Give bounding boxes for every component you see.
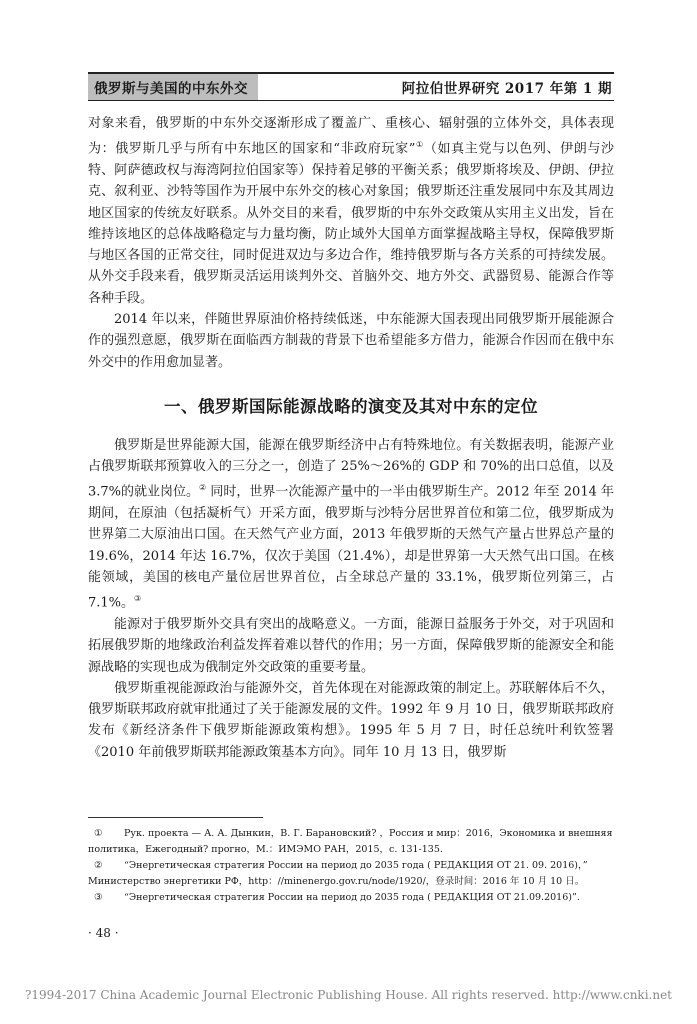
copyright-notice: ?1994-2017 China Academic Journal Electronic Publishing House. All rights reserved. http://www.cnki.net	[24, 988, 673, 1002]
footnote-3-number: ③	[94, 892, 103, 903]
header-article-title: 俄罗斯与美国的中东外交	[88, 74, 258, 100]
footnote-ref-3: ③	[134, 594, 142, 604]
footnote-3-text: “Энергетическая стратегия России на период до 2035 года ( РЕДАКЦИЯ ОТ 21.09.2016)”.	[124, 892, 580, 903]
page-number: · 48 ·	[88, 926, 119, 940]
paragraph-3-text-b: 同时，世界一次能源产量中的一半由俄罗斯生产。2012 年至 2014 年期间，在原油（包括凝析气）开采方面，俄罗斯与沙特分居世界首位和第二位，俄罗斯成为世界第二大原油出口国。在天然气产业方面，2013 年俄罗斯的天然气产量占世界总产量的 19.6%，2014 年达 16.7%，仅次于美国（21.4%），却是世界第一大天然气出口国。在核能领域，美国的核电产量位居世界首位，占全球总产量的 33.1%，俄罗斯位列第三，占 7.1%。	[88, 484, 615, 611]
footnote-2-continuation: Министерство энергетики РФ，http：//minenergo.gov.ru/node/1920/，登录时间：2016 年 10 月 10 日。	[88, 876, 585, 887]
footnotes	[88, 826, 614, 906]
footnote-2-number: ②	[94, 860, 103, 871]
paragraph-4: 能源对于俄罗斯外交具有突出的战略意义。一方面，能源日益服务于外交，对于巩固和拓展俄罗斯的地缘政治利益发挥着难以替代的作用；另一方面，保障俄罗斯的能源安全和能源战略的实现也成为俄制定外交政策的重要考量。	[88, 616, 614, 675]
section-heading: 一、俄罗斯国际能源战略的演变及其对中东的定位	[164, 396, 538, 416]
footnote-1	[88, 826, 614, 858]
paragraph-1-rest: （如真主党与以色列、伊朗与沙特、阿萨德政权与海湾阿拉伯国家等）保持着足够的平衡关系；俄罗斯将埃及、伊朗、伊拉克、叙利亚、沙特等国作为开展中东外交的核心对象国；俄罗斯还注重发展同中东及其周边地区国家的传统友好联系。从外交目的来看，俄罗斯的中东外交政策从实用主义出发，旨在维持该地区的总体战略稳定与力量均衡，防止域外大国单方面掌握战略主导权，保障俄罗斯与地区各国的正常交往，同时促进双边与多边合作，维持俄罗斯与各方关系的可持续发展。从外交手段来看，俄罗斯灵活运用谈判外交、首脑外交、地方外交、武器贸易、能源合作等各种手段。	[88, 141, 615, 306]
footnote-1-continuation: политика，Ежегодный? прогно，М.：ИМЭМО РАН，2015，с. 131-135.	[88, 844, 443, 855]
footnote-3	[88, 890, 614, 906]
paragraph-1-text: 对象来看，俄罗斯的中东外交逐渐形成了覆盖广、重核心、辐射强的立体外交，具体表现为：俄罗斯几乎与所有中东地区的国家和“非政府玩家”	[88, 116, 614, 157]
paragraph-5: 俄罗斯重视能源政治与能源外交，首先体现在对能源政策的制定上。苏联解体后不久，俄罗斯联邦政府就审批通过了关于能源发展的文件。1992 年 9 月 10 日，俄罗斯联邦政府发布《新经济条件下俄罗斯能源政策构想》。1995 年 5 月 7 日，时任总统叶利钦签署《2010 年前俄罗斯联邦能源政策基本方向》。同年 10 月 13 日，俄罗斯	[88, 680, 614, 760]
header-journal-issue: 阿拉伯世界研究 2017 年第 1 期	[401, 81, 612, 97]
footnote-1-number: ①	[94, 828, 103, 839]
paragraph-2: 2014 年以来，伴随世界原油价格持续低迷，中东能源大国表现出同俄罗斯开展能源合作的强烈意愿，俄罗斯在面临西方制裁的背景下也希望能多方借力，能源合作因而在俄中东外交中的作用愈加显著。	[88, 312, 614, 370]
footnote-1-text: Рук. проекта — А. А. Дынкин，В. Г. Барановский? ，Россия и мир：2016，Экономика и внешняя	[124, 828, 613, 839]
article-body	[88, 113, 614, 763]
footnote-2-text: “Энергетическая стратегия России на период до 2035 года ( РЕДАКЦИЯ ОТ 21. 09. 2016)，”	[124, 860, 588, 871]
footnote-ref-2: ②	[199, 483, 207, 493]
running-header	[88, 72, 614, 101]
footnote-2	[88, 858, 614, 890]
paragraph-3-text-a: 俄罗斯是世界能源大国，能源在俄罗斯经济中占有特殊地位。有关数据表明，能源产业占俄罗斯联邦预算收入的三分之一，创造了 25%～26%的 GDP 和 70%的出口总值，以及 3.7%的就业岗位。	[88, 437, 614, 500]
footnote-ref-1: ①	[415, 140, 424, 150]
paragraph-3	[88, 435, 614, 614]
paragraph-1	[88, 113, 614, 309]
footnote-separator	[88, 817, 263, 818]
